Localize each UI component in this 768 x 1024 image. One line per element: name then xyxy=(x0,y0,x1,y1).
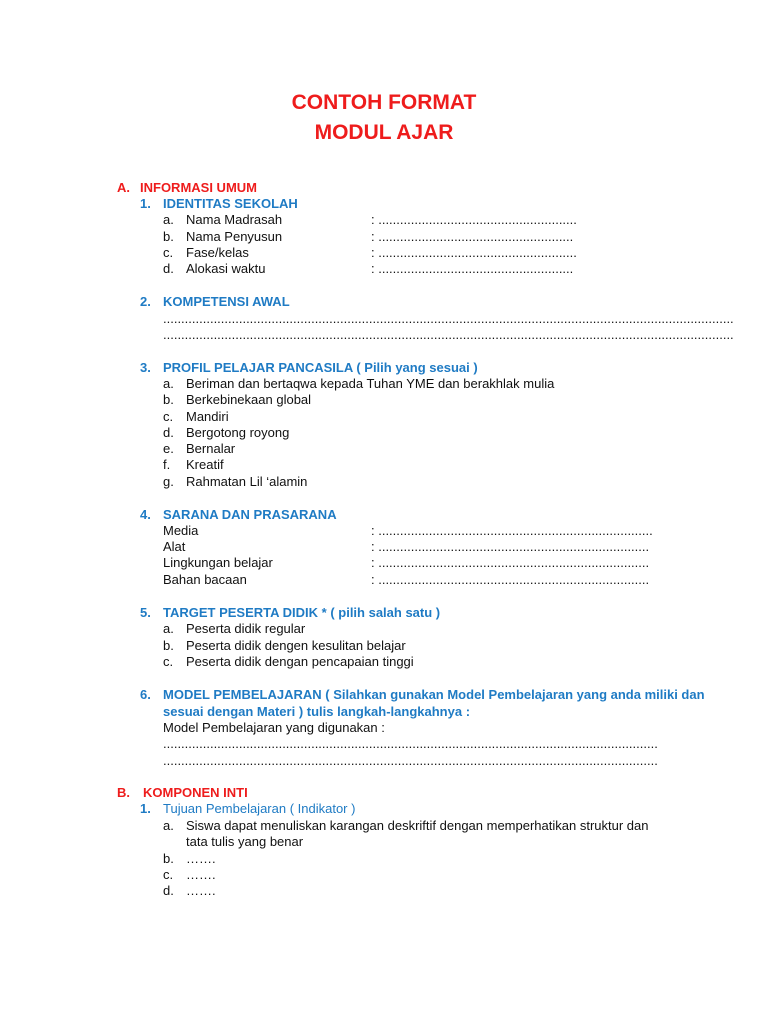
tujuan-item-letter: b. xyxy=(163,851,174,866)
tujuan-item-text: Siswa dapat menuliskan karangan deskriftif dengan memperhatikan struktur dan xyxy=(186,818,649,833)
target-item-letter: a. xyxy=(163,621,174,636)
tujuan-item-text-continued: tata tulis yang benar xyxy=(186,834,304,849)
tujuan-heading: Tujuan Pembelajaran ( Indikator ) xyxy=(163,801,356,816)
identitas-item-label: Nama Penyusun xyxy=(186,229,283,244)
target-number: 5. xyxy=(140,605,151,620)
target-item-text: Peserta didik dengen kesulitan belajar xyxy=(186,638,406,653)
identitas-item-value: : ...................................................... xyxy=(371,261,574,276)
model-fill-line-1: ......................................................................................................................................... xyxy=(163,736,658,751)
sarana-item-value: : ........................................................................... xyxy=(371,572,650,587)
profil-item-letter: f. xyxy=(163,457,171,472)
profil-item-letter: a. xyxy=(163,376,174,391)
profil-item-letter: d. xyxy=(163,425,174,440)
tujuan-item-letter: a. xyxy=(163,818,174,833)
target-item-text: Peserta didik dengan pencapaian tinggi xyxy=(186,654,414,669)
profil-item-text: Mandiri xyxy=(186,409,229,424)
identitas-item-value: : ....................................................... xyxy=(371,212,577,227)
sarana-item-value: : ........................................................................... xyxy=(371,539,650,554)
section-a-letter: A. xyxy=(117,180,130,195)
section-a-heading: INFORMASI UMUM xyxy=(140,180,257,195)
target-item-letter: c. xyxy=(163,654,174,669)
profil-item-text: Bernalar xyxy=(186,441,236,456)
profil-item-text: Bergotong royong xyxy=(186,425,290,440)
profil-item-text: Beriman dan bertaqwa kepada Tuhan YME dan berakhlak mulia xyxy=(186,376,555,391)
title-line-2: MODUL AJAR xyxy=(314,121,454,144)
profil-item-letter: e. xyxy=(163,441,174,456)
sarana-item-label: Lingkungan belajar xyxy=(163,555,273,570)
identitas-number: 1. xyxy=(140,196,151,211)
identitas-item-label: Fase/kelas xyxy=(186,245,249,260)
target-heading: TARGET PESERTA DIDIK * ( pilih salah satu ) xyxy=(163,605,441,620)
tujuan-item-text: ……. xyxy=(186,883,216,898)
identitas-item-letter: b. xyxy=(163,229,174,244)
profil-item-letter: c. xyxy=(163,409,174,424)
kompetensi-heading: KOMPETENSI AWAL xyxy=(163,294,290,309)
kompetensi-fill-line-1: .............................................................................................................................................................. xyxy=(163,311,734,326)
sarana-number: 4. xyxy=(140,507,151,522)
section-b-heading: KOMPONEN INTI xyxy=(143,785,248,800)
model-heading-line-2: sesuai dengan Materi ) tulis langkah-langkahnya : xyxy=(163,704,471,719)
profil-number: 3. xyxy=(140,360,151,375)
profil-item-letter: g. xyxy=(163,474,174,489)
tujuan-item-letter: c. xyxy=(163,867,174,882)
model-heading-line-1: MODEL PEMBELAJARAN ( Silahkan gunakan Model Pembelajaran yang anda miliki dan xyxy=(163,687,705,702)
target-item-text: Peserta didik regular xyxy=(186,621,306,636)
profil-item-text: Rahmatan Lil ‘alamin xyxy=(186,474,308,489)
target-item-letter: b. xyxy=(163,638,174,653)
kompetensi-number: 2. xyxy=(140,294,151,309)
identitas-item-label: Nama Madrasah xyxy=(186,212,283,227)
identitas-item-letter: a. xyxy=(163,212,174,227)
tujuan-item-text: ……. xyxy=(186,851,216,866)
identitas-item-value: : ....................................................... xyxy=(371,245,577,260)
identitas-item-letter: d. xyxy=(163,261,174,276)
sarana-heading: SARANA DAN PRASARANA xyxy=(163,507,337,522)
identitas-heading: IDENTITAS SEKOLAH xyxy=(163,196,298,211)
section-b-letter: B. xyxy=(117,785,130,800)
title-line-1: CONTOH FORMAT xyxy=(291,91,477,114)
profil-item-letter: b. xyxy=(163,392,174,407)
profil-item-text: Berkebinekaan global xyxy=(186,392,312,407)
sarana-item-label: Bahan bacaan xyxy=(163,572,247,587)
profil-heading: PROFIL PELAJAR PANCASILA ( Pilih yang sesuai ) xyxy=(163,360,478,375)
identitas-item-letter: c. xyxy=(163,245,174,260)
profil-item-text: Kreatif xyxy=(186,457,224,472)
sarana-item-value: : ............................................................................ xyxy=(371,523,653,538)
model-number: 6. xyxy=(140,687,151,702)
identitas-item-value: : ...................................................... xyxy=(371,229,574,244)
sarana-item-value: : ........................................................................... xyxy=(371,555,650,570)
tujuan-number: 1. xyxy=(140,801,151,816)
model-label: Model Pembelajaran yang digunakan : xyxy=(163,720,385,735)
sarana-item-label: Alat xyxy=(163,539,186,554)
kompetensi-fill-line-2: .............................................................................................................................................................. xyxy=(163,327,734,342)
tujuan-item-text: ……. xyxy=(186,867,216,882)
tujuan-item-letter: d. xyxy=(163,883,174,898)
sarana-item-label: Media xyxy=(163,523,199,538)
identitas-item-label: Alokasi waktu xyxy=(186,261,266,276)
model-fill-line-2: ......................................................................................................................................... xyxy=(163,753,658,768)
